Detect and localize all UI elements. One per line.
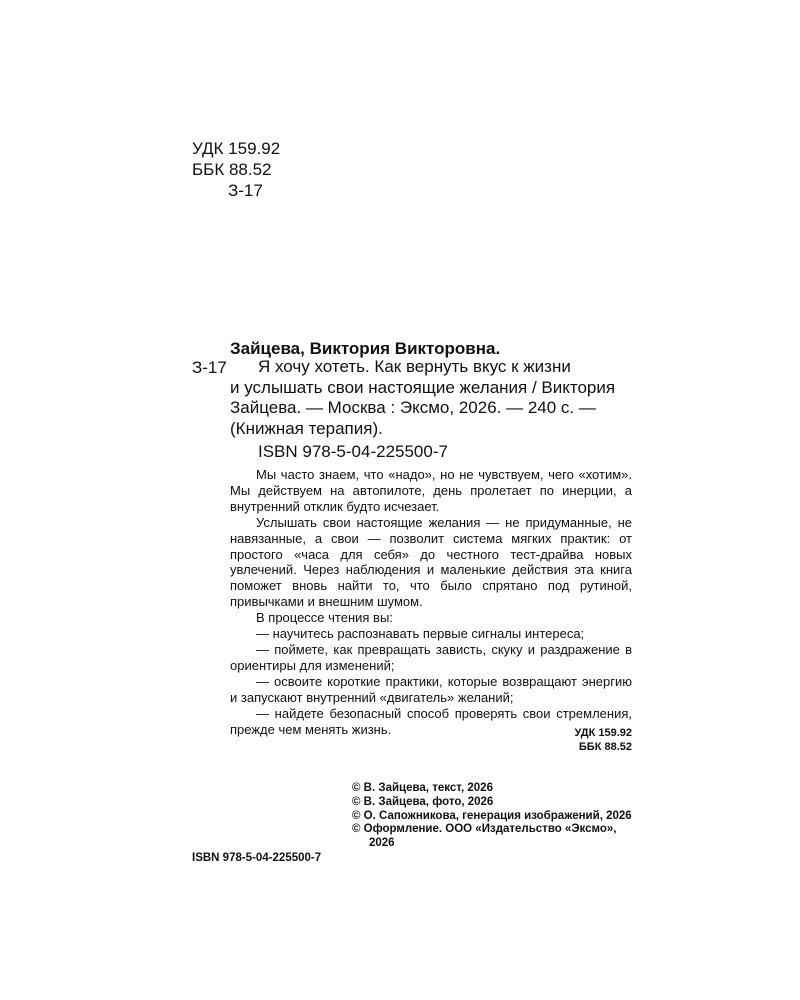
description-line: (Книжная терапия). [230, 418, 383, 438]
annotation-paragraph: Мы часто знаем, что «надо», но не чувствуем, чего «хотим». Мы действуем на автопилоте, день пролетает по инерции, а внутренний отклик будто исчезает. [230, 467, 632, 514]
copyright-line: © Оформление. ООО «Издательство «Эксмо», 2026 [352, 823, 617, 850]
author-mark-side: З-17 [192, 358, 227, 377]
description-line: Я хочу хотеть. Как вернуть вкус к жизни [258, 357, 571, 376]
bbk-code: ББК 88.52 [192, 160, 272, 179]
annotation-codes [530, 726, 632, 754]
annotation-list-item: — найдете безопасный способ проверять свои стремления, прежде чем менять жизнь. [230, 705, 632, 737]
bibliographic-description [230, 357, 632, 439]
annotation [230, 467, 632, 737]
copyright-line: © В. Зайцева, текст, 2026 [352, 782, 493, 794]
annotation-list-item: — поймете, как превращать зависть, скуку и раздражение в ориентиры для изменений; [230, 641, 632, 673]
copyright-line: © О. Сапожникова, генерация изображений, 2026 [352, 809, 632, 822]
isbn-record: ISBN 978-5-04-225500-7 [258, 442, 448, 461]
author-mark: З-17 [228, 181, 263, 200]
annotation-paragraph: В процессе чтения вы: [256, 610, 393, 626]
description-line: и услышать свои настоящие желания / Виктория [230, 377, 616, 397]
description-line: Зайцева. — Москва : Эксмо, 2026. — 240 с. — [230, 398, 596, 417]
copyright-block [352, 782, 642, 851]
annotation-bbk: ББК 88.52 [578, 741, 632, 753]
isbn-bottom: ISBN 978-5-04-225500-7 [192, 852, 322, 864]
annotation-list-item: — научитесь распознавать первые сигналы интереса; [256, 626, 585, 642]
annotation-udk: УДК 159.92 [574, 727, 632, 739]
annotation-paragraph: Услышать свои настоящие желания — не придуманные, не навязанные, а свои — позволит система мягких практик: от простого «часа для себя» до честного тест-драйва новых увлечений. Через наблюдения и маленькие действия эта книга поможет вновь найти то, что было спрятано под рутиной, привычками и внешним шумом. [230, 514, 632, 610]
copyright-line: © В. Зайцева, фото, 2026 [352, 795, 494, 808]
classification-block [192, 138, 280, 201]
author-heading: Зайцева, Виктория Викторовна. [230, 339, 501, 358]
udk-code: УДК 159.92 [192, 139, 281, 158]
annotation-list-item: — освоите короткие практики, которые возвращают энергию и запускают внутренний «двигатель» желаний; [230, 673, 632, 705]
